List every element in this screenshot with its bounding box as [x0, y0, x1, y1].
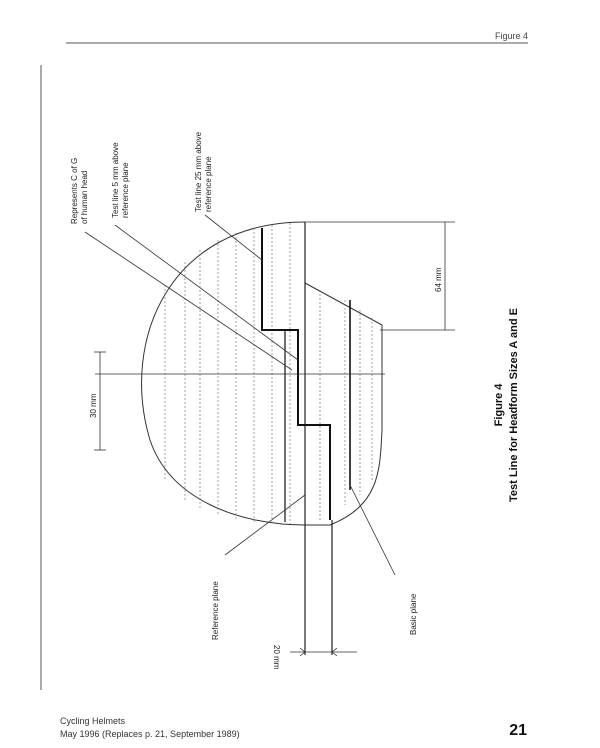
header-figure-label: Figure 4	[494, 31, 528, 41]
caption-number: Figure 4	[493, 383, 505, 427]
label-test25-2: reference plane	[204, 156, 213, 212]
dimension-20mm	[290, 648, 357, 656]
label-basic-plane: Basic plane	[409, 593, 418, 635]
label-64mm: 64 mm	[434, 267, 443, 292]
label-test5-2: reference plane	[121, 162, 130, 218]
dotted-section-lines	[165, 223, 372, 524]
page-number: 21	[509, 722, 527, 739]
label-30mm: 30 mm	[89, 393, 98, 418]
caption-title: Test Line for Headform Sizes A and E	[508, 308, 520, 502]
label-reference-plane: Reference plane	[211, 581, 220, 640]
dimension-64mm	[305, 222, 455, 330]
leader-lines	[85, 215, 395, 575]
label-test25: Test line 25 mm above	[194, 131, 203, 212]
footer-date: May 1996 (Replaces p. 21, September 1989)	[60, 729, 240, 739]
label-cg: Represents C of G	[70, 157, 79, 224]
label-test5: Test line 5 mm above	[111, 142, 120, 218]
label-20mm: 20 mm	[272, 645, 281, 670]
label-cg-2: of human head	[80, 170, 89, 224]
footer-title: Cycling Helmets	[60, 716, 126, 726]
